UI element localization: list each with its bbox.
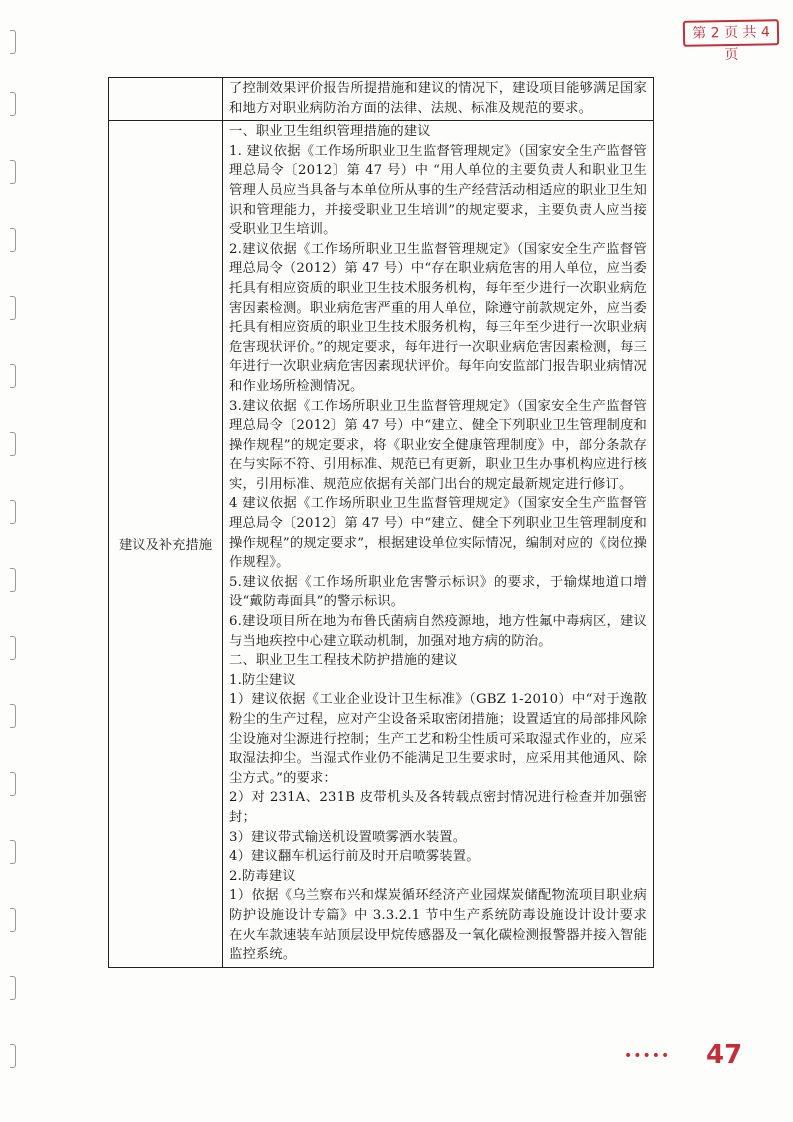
continuation-cell xyxy=(223,78,654,121)
continuation-text: 了控制效果评价报告所提措施和建议的情况下，建设项目能够满足国家和地方对职业病防治方面的法律、法规、标准及规范的要求。 xyxy=(229,81,647,116)
subsection-heading: 2.防毒建议 xyxy=(229,868,296,884)
binding-hole xyxy=(10,432,16,456)
binding-hole xyxy=(10,636,16,660)
empty-label-cell xyxy=(109,78,223,121)
table-row xyxy=(109,121,654,968)
paragraph: 1）依据《乌兰察布兴和煤炭循环经济产业园煤炭储配物流项目职业病防护设施设计专篇》中 3.3.2.1 节中生产系统防毒设施设计设计要求在火车款速装车站顶层设甲烷传感器及一氧化碳检测报警器并接入智能监控系统。 xyxy=(229,888,647,963)
binding-hole xyxy=(10,1044,16,1068)
page-count-stamp: 第 2 页 共 4 页 xyxy=(683,19,779,47)
recommendations-body xyxy=(223,121,653,967)
binding-marks xyxy=(0,0,40,1122)
paragraph: 1）建议依据《工业企业设计卫生标准》（GBZ 1-2010）中“对于逸散粉尘的生产过程，应对产尘设备采取密闭措施；设置适宜的局部排风除尘设施对尘源进行控制；生产工艺和粉尘性质可采取湿式作业的，应采取湿法抑尘。当湿式作业仍不能满足卫生要求时，应采用其他通风、除尘方式。”的要求： xyxy=(229,692,647,786)
binding-hole xyxy=(10,228,16,252)
paragraph: 3）建议带式输送机设置喷雾洒水装置。 xyxy=(229,829,467,845)
binding-hole xyxy=(10,772,16,796)
subsection-heading: 1.防尘建议 xyxy=(229,672,296,688)
paragraph: 4 建议依据《工作场所职业卫生监督管理规定》（国家安全生产监督管理总局令〔2012〕第 47 号）中“建立、健全下列职业卫生管理制度和操作规程”的规定要求”，根据建设单位实际情况，编制对应的《岗位操作规程》。 xyxy=(229,496,647,571)
paragraph: 6.建设项目所在地为布鲁氏菌病自然疫源地，地方性氟中毒病区，建议与当地疾控中心建立联动机制，加强对地方病的防治。 xyxy=(229,614,647,649)
binding-hole xyxy=(10,840,16,864)
binding-hole xyxy=(10,160,16,184)
recommendations-cell xyxy=(223,121,654,968)
paragraph: 1. 建议依据《工作场所职业卫生监督管理规定》（国家安全生产监督管理总局令〔2012〕第 47 号）中 “用人单位的主要负责人和职业卫生管理人员应当具备与本单位所从事的生产经营活动相适应的职业卫生知识和管理能力，并接受职业卫生培训”的规定要求，主要负责人应当接受职业卫生培训。 xyxy=(229,143,647,238)
binding-hole xyxy=(10,976,16,1000)
binding-hole xyxy=(10,500,16,524)
paragraph: 2.建议依据《工作场所职业卫生监督管理规定》（国家安全生产监督管理总局令（2012）第 47 号）中“存在职业病危害的用人单位，应当委托具有相应资质的职业卫生技术服务机构，每年至少进行一次职业病危害因素检测。职业病危害严重的用人单位，除遵守前款规定外，应当委托具有相应资质的职业卫生技术服务机构，每三年至少进行一次职业病危害现状评价。”的规定要求，每年进行一次职业病危害因素检测，每三年进行一次职业病危害因素现状评价。每年向安监部门报告职业病情况和作业场所检测情况。 xyxy=(229,241,647,394)
binding-hole xyxy=(10,296,16,320)
paragraph: 2）对 231A、231B 皮带机头及各转载点密封情况进行检查并加强密封； xyxy=(229,790,647,825)
binding-hole xyxy=(10,30,16,54)
paragraph: 5.建议依据《工作场所职业危害警示标识》的要求，于输煤地道口增设“戴防毒面具”的警示标识。 xyxy=(229,574,647,610)
page-number: 47 xyxy=(706,1040,743,1070)
binding-hole xyxy=(10,908,16,932)
section-heading: 二、职业卫生工程技术防护措施的建议 xyxy=(229,653,458,669)
recommendations-table xyxy=(108,77,654,968)
binding-hole xyxy=(10,568,16,592)
binding-hole xyxy=(10,92,16,116)
paragraph: 4）建议翻车机运行前及时开启喷雾装置。 xyxy=(229,849,480,865)
section-label: 建议及补充措施 xyxy=(109,121,223,968)
binding-hole xyxy=(10,704,16,728)
binding-hole xyxy=(10,364,16,388)
table-row xyxy=(109,78,654,121)
page-number-dots: ••••• xyxy=(624,1048,671,1064)
paragraph: 3.建议依据《工作场所职业卫生监督管理规定》（国家安全生产监督管理总局令〔2012〕第 47 号）中“建立、健全下列职业卫生管理制度和操作规程”的规定要求，将《职业安全健康管理制度》中，部分条款存在与实际不符、引用标准、规范已有更新，职业卫生办事机构应进行核实，引用标准、规范应依据有关部门出台的规定最新规定进行修订。 xyxy=(229,398,647,492)
section-heading: 一、职业卫生组织管理措施的建议 xyxy=(229,124,431,140)
